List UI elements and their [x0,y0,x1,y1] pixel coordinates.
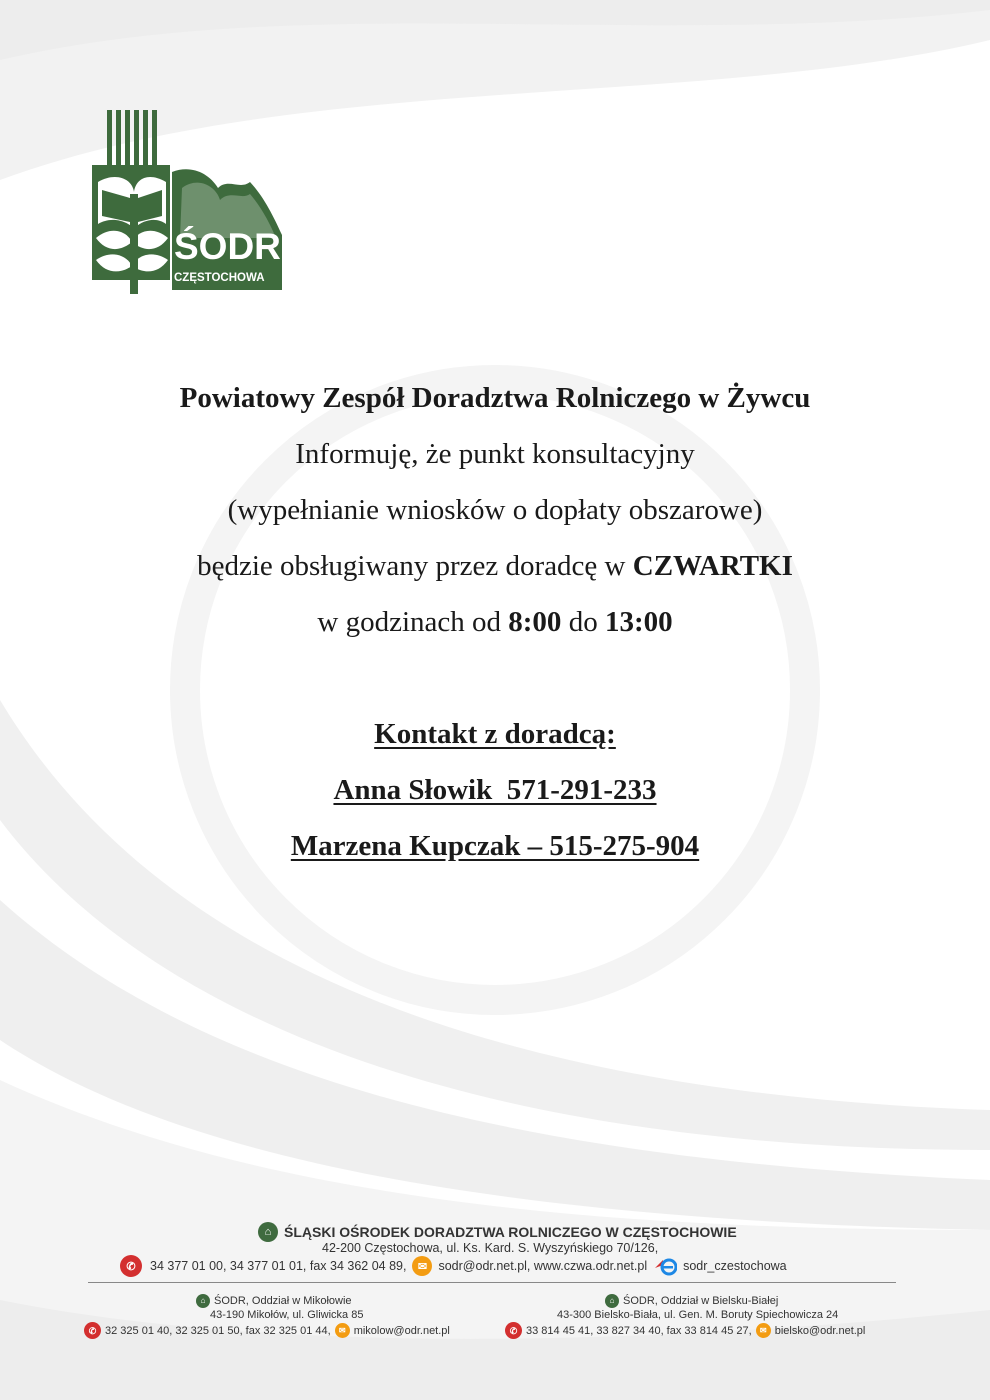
notice-line-2: (wypełnianie wniosków o dopłaty obszarowe) [227,494,763,526]
branch-right-name: ŚODR, Oddział w Bielsku-Białej [623,1295,779,1307]
branch-bielsko [505,1294,905,1339]
branch-left-email[interactable]: mikolow@odr.net.pl [353,1324,450,1337]
contact-person-2-row [0,818,990,874]
contact-person-1-row [0,762,990,818]
branch-left-name: ŚODR, Oddział w Mikołowie [214,1295,352,1307]
contact-heading: Kontakt z doradcą: [374,718,616,750]
epuap-icon [653,1256,677,1276]
branch-right-email[interactable]: bielsko@odr.net.pl [774,1324,866,1337]
notice-day: CZWARTKI [632,550,793,582]
home-icon: ⌂ [196,1294,210,1308]
notice-line-3-text: będzie obsługiwany przez doradcę w [197,550,633,582]
footer-org [258,1222,737,1242]
notice-line-1: Informuję, że punkt konsultacyjny [295,438,695,470]
contact-person-2: Marzena Kupczak – 515-275-904 [290,830,700,862]
notice-title: Powiatowy Zespół Doradztwa Rolniczego w Żywcu [179,382,811,414]
footer-address: 42-200 Częstochowa, ul. Ks. Kard. S. Wyszyńskiego 70/126, [322,1241,659,1255]
notice-hours-from: 8:00 [508,606,562,638]
footer-contact [120,1255,787,1277]
mail-icon: ✉ [412,1256,432,1276]
mail-icon: ✉ [756,1323,771,1338]
footer-email-web[interactable]: sodr@odr.net.pl, www.czwa.odr.net.pl [438,1259,648,1273]
phone-icon: ✆ [120,1255,142,1277]
mail-icon: ✉ [335,1323,350,1338]
notice-hours-to: 13:00 [604,606,673,638]
home-icon: ⌂ [605,1294,619,1308]
branch-right-phones: 33 814 45 41, 33 827 34 40, fax 33 814 45 27, [526,1324,752,1337]
notice-line-3 [0,538,990,594]
notice [0,370,990,874]
footer-epuap[interactable]: sodr_czestochowa [683,1259,787,1273]
phone-icon: ✆ [505,1322,522,1339]
home-icon: ⌂ [258,1222,278,1242]
branch-mikolow [84,1294,484,1339]
contact-person-1: Anna Słowik 571-291-233 [333,774,657,806]
logo-name: ŚODR [174,226,281,267]
branch-left-address: 43-190 Mikołów, ul. Gliwicka 85 [210,1309,364,1321]
footer-phones: 34 377 01 00, 34 377 01 01, fax 34 362 04 89, [150,1259,407,1273]
notice-line-4 [0,594,990,650]
notice-hours-prefix: w godzinach od [317,606,509,638]
footer-divider [88,1282,896,1283]
footer-org-name: ŚLĄSKI OŚRODEK DORADZTWA ROLNICZEGO W CZĘSTOCHOWIE [284,1224,737,1240]
branch-right-address: 43-300 Bielsko-Biała, ul. Gen. M. Boruty Spiechowicza 24 [557,1309,839,1321]
phone-icon: ✆ [84,1322,101,1339]
logo-city: CZĘSTOCHOWA [174,272,265,284]
notice-hours-mid: do [561,606,605,638]
branch-left-phones: 32 325 01 40, 32 325 01 50, fax 32 325 01 44, [105,1324,331,1337]
contact-section [0,706,990,762]
